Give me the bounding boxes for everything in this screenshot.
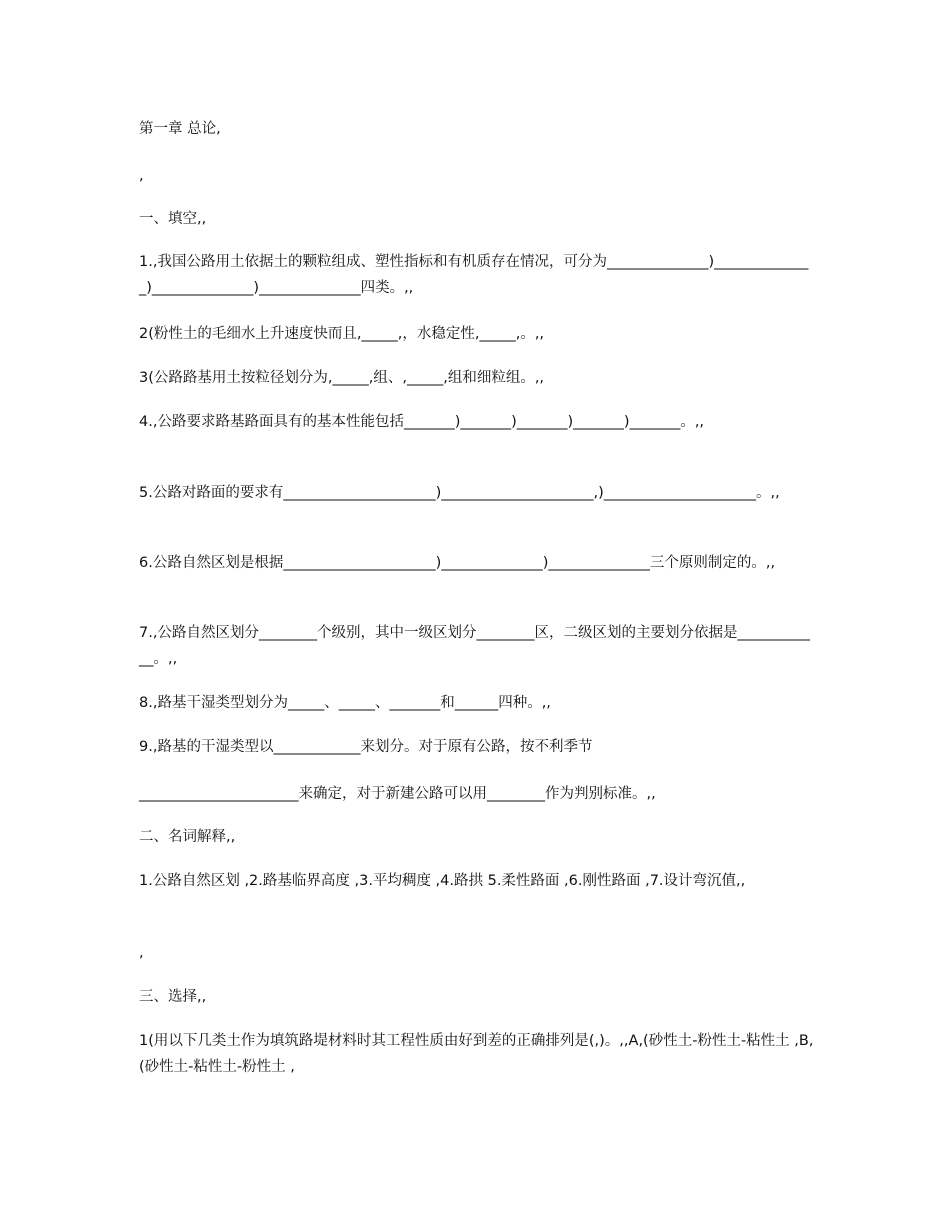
- question-paragraph: 1.,我国公路用土依据土的颗粒组成、塑性指标和有机质存在情况，可分为______________)______________)______________)______________四类。,,: [139, 254, 809, 296]
- paragraph: ,: [139, 168, 144, 184]
- question-paragraph: 9.,路基的干湿类型以____________来划分。对于原有公路，按不利季节: [139, 739, 593, 755]
- question-paragraph: 8.,路基干湿类型划分为_____、_____、_______和______四种。,,: [139, 695, 551, 711]
- section-heading-fill-blank: 一、填空,,: [139, 211, 207, 227]
- question-paragraph-continued: ______________________来确定，对于新建公路可以用________作为判别标准。,,: [139, 786, 656, 802]
- paragraph: ,: [139, 945, 144, 961]
- question-paragraph: 5.公路对路面的要求有_____________________)_____________________,)_____________________。,,: [139, 485, 780, 501]
- section-heading-terms: 二、名词解释,,: [139, 829, 236, 845]
- question-paragraph: 7.,公路自然区划分________个级别，其中一级区划分________区，二级区划的主要划分依据是____________。,,: [139, 625, 810, 667]
- section-heading-choice: 三、选择,,: [139, 989, 207, 1005]
- question-paragraph: 4.,公路要求路基路面具有的基本性能包括_______)_______)_______)_______)_______。,,: [139, 414, 705, 430]
- question-paragraph: 2(粉性土的毛细水上升速度快而且,_____,，水稳定性,_____,。,,: [139, 326, 545, 342]
- question-paragraph: 1(用以下几类土作为填筑路堤材料时其工程性质由好到差的正确排列是(,)。,,A,(砂性土-粉性土-粘性土 ,B,(砂性土-粘性土-粉性土 ,: [139, 1033, 814, 1075]
- chapter-title: 第一章 总论,: [139, 121, 221, 137]
- question-paragraph: 3(公路路基用土按粒径划分为,_____,组、,_____,组和细粒组。,,: [139, 370, 545, 386]
- terms-list: 1.公路自然区划 ,2.路基临界高度 ,3.平均稠度 ,4.路拱 5.柔性路面 ,6.刚性路面 ,7.设计弯沉值,,: [139, 873, 746, 889]
- question-paragraph: 6.公路自然区划是根据_____________________)______________)______________三个原则制定的。,,: [139, 555, 776, 571]
